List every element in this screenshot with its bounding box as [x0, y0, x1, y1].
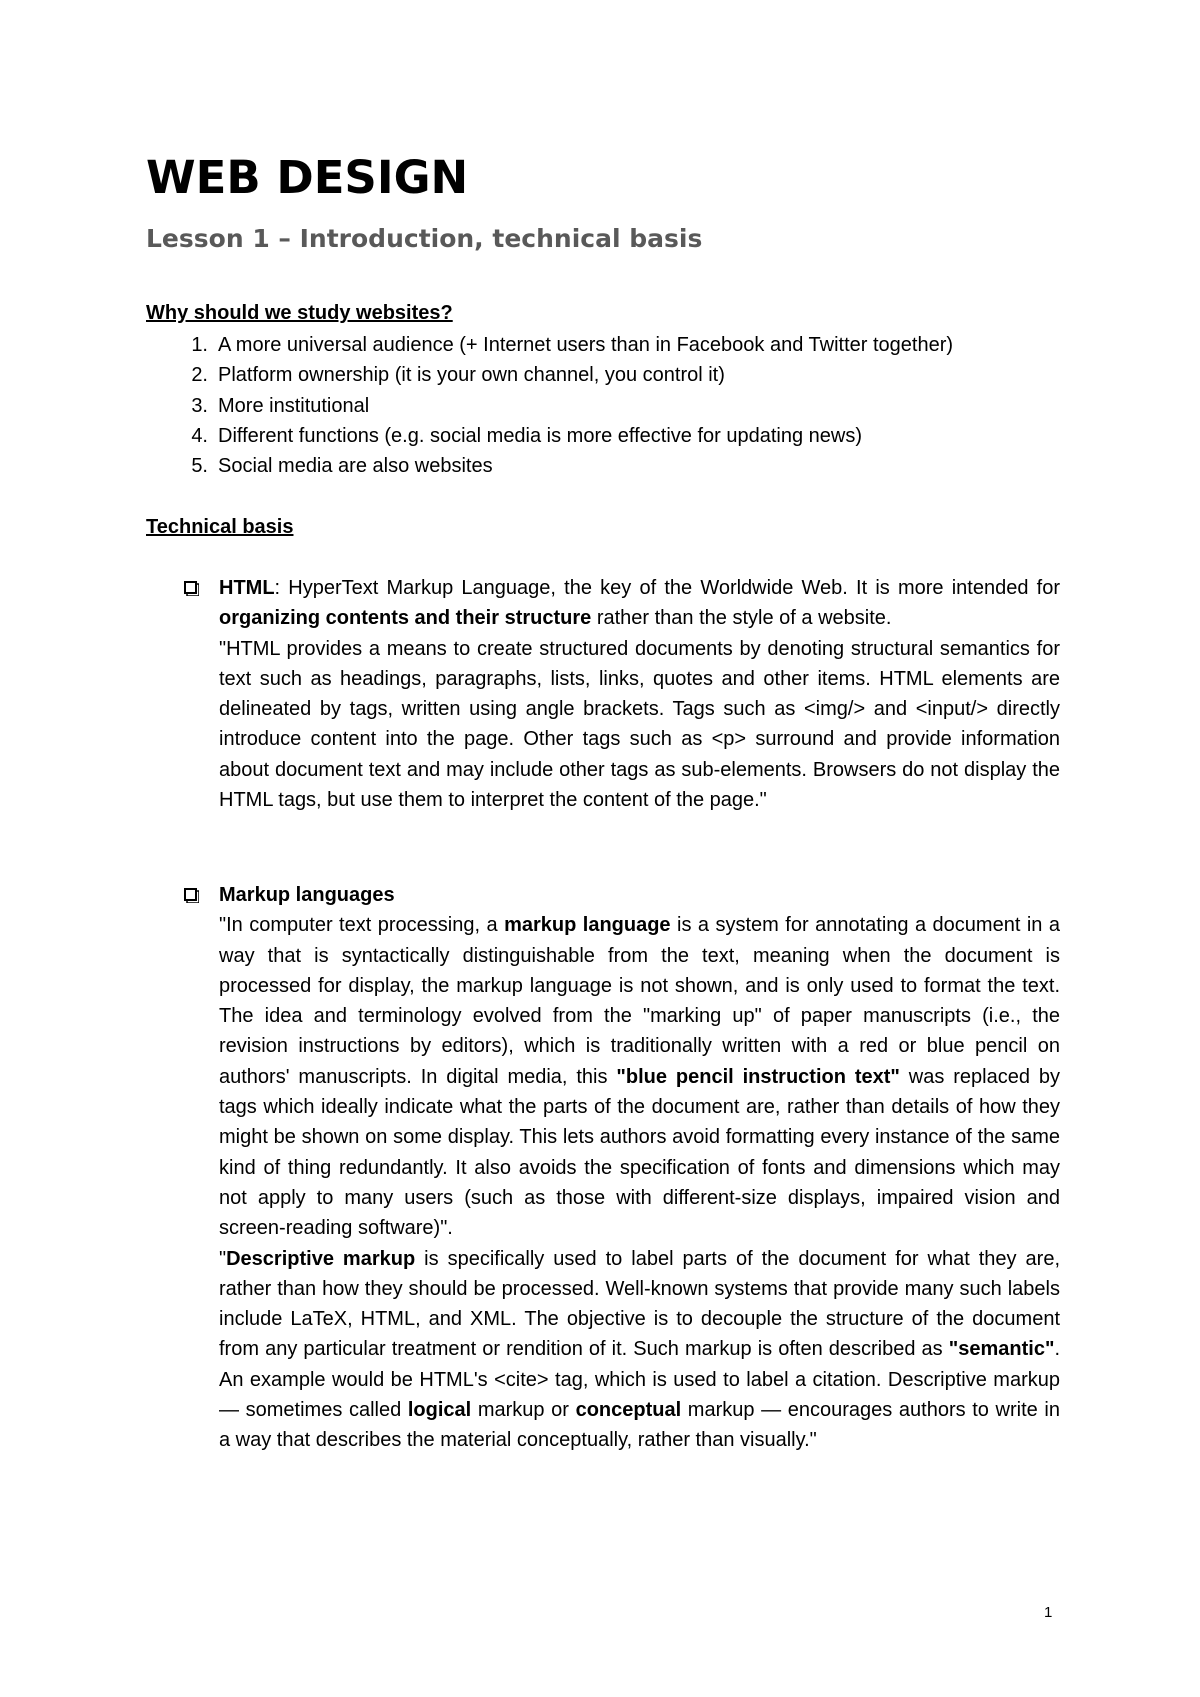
text: was replaced by tags which ideally indicate what the parts of the document are, rather than details of how they might be shown on some display. This lets authors avoid formatting every instance of the same kind of thing redundantly. It also avoids the specification of fonts and dimensions which may not apply to many users (such as those with different-size displays, impaired vision and screen-reading software)".: [219, 1065, 1061, 1240]
list-item-text: More institutional: [218, 394, 370, 417]
list-item-number: 1.: [191, 334, 208, 356]
markup-bullet: [146, 880, 1060, 1456]
list-item: [146, 451, 1086, 481]
document-title: WEB DESIGN: [146, 151, 469, 204]
html-bullet: [146, 573, 1060, 815]
text: markup or: [471, 1399, 576, 1422]
document-subtitle: Lesson 1 – Introduction, technical basis: [146, 224, 703, 253]
emphasis: Descriptive markup: [226, 1247, 416, 1270]
html-definition-text: : HyperText Markup Language, the key of the Worldwide Web. It is more intended for: [274, 577, 1060, 599]
reasons-list: [146, 330, 1086, 481]
markup-term-line: [219, 880, 1060, 910]
markup-bullet-body: [219, 880, 1060, 1456]
text: "In computer text processing, a: [219, 914, 505, 937]
html-bullet-body: [219, 573, 1060, 815]
emphasis: "blue pencil instruction text": [616, 1065, 900, 1088]
list-item-number: 3.: [191, 394, 208, 417]
section-heading-why: Why should we study websites?: [146, 302, 453, 324]
text: is specifically used to label parts of the document for what they are, rather than how they should be processed. Well-known systems that provide many such labels include LaTeX, HTML, and XML. The objective is to decouple the structure of the document from any particular treatment or rendition of it. Such markup is often described as: [219, 1247, 1060, 1361]
checkbox-bullet-icon: [184, 581, 199, 596]
list-item-text: A more universal audience (+ Internet users than in Facebook and Twitter together): [218, 334, 954, 356]
html-definition: [219, 573, 1060, 634]
markup-term: Markup languages: [219, 884, 395, 906]
html-term: HTML: [219, 577, 275, 599]
list-item-text: Social media are also websites: [218, 455, 493, 478]
list-item-text: Platform ownership (it is your own channel, you control it): [218, 364, 725, 387]
markup-paragraph-1: [219, 910, 1060, 1243]
list-item: [146, 330, 1086, 360]
text: . An example would be HTML's <cite> tag, which is used to label a citation. Descriptive markup — sometimes called: [219, 1338, 1060, 1422]
page-number: 1: [1044, 1604, 1053, 1621]
list-item-number: 2.: [191, 364, 208, 387]
emphasis: logical: [407, 1399, 472, 1422]
list-item: [146, 391, 1086, 421]
emphasis: "semantic": [948, 1338, 1055, 1361]
emphasis: conceptual: [575, 1399, 682, 1422]
markup-paragraph-2: [219, 1244, 1060, 1456]
html-quote: "HTML provides a means to create structured documents by denoting structural semantics for text such as headings, paragraphs, lists, links, quotes and other items. HTML elements are delineated by tags, written using angle brackets. Tags such as <img/> and <input/> directly introduce content into the page. Other tags such as <p> surround and provide information about document text and may include other tags as sub-elements. Browsers do not display the HTML tags, but use them to interpret the content of the page.": [219, 637, 1060, 812]
checkbox-bullet-icon: [184, 888, 199, 903]
section-heading-technical: Technical basis: [146, 516, 294, 538]
list-item-text: Different functions (e.g. social media is more effective for updating news): [218, 424, 863, 447]
text: is a system for annotating a document in a way that is syntactically distinguishable from the text, meaning when the document is processed for display, the markup language is not shown, and is only used to format the text. The idea and terminology evolved from the "marking up" of paper manuscripts (i.e., the revision instructions by editors), which is traditionally written with a red or blue pencil on authors' manuscripts. In digital media, this: [219, 914, 1060, 1088]
html-definition-emphasis: organizing contents and their structure: [219, 607, 592, 630]
list-item: [146, 360, 1086, 390]
list-item-number: 5.: [191, 455, 208, 478]
list-item: [146, 421, 1086, 451]
emphasis: markup language: [504, 914, 671, 937]
text: ": [219, 1247, 227, 1270]
list-item-number: 4.: [191, 424, 208, 447]
text: markup — encourages authors to write in a way that describes the material conceptually, rather than visually.": [219, 1399, 1060, 1452]
html-definition-text-end: rather than the style of a website.: [591, 607, 892, 630]
